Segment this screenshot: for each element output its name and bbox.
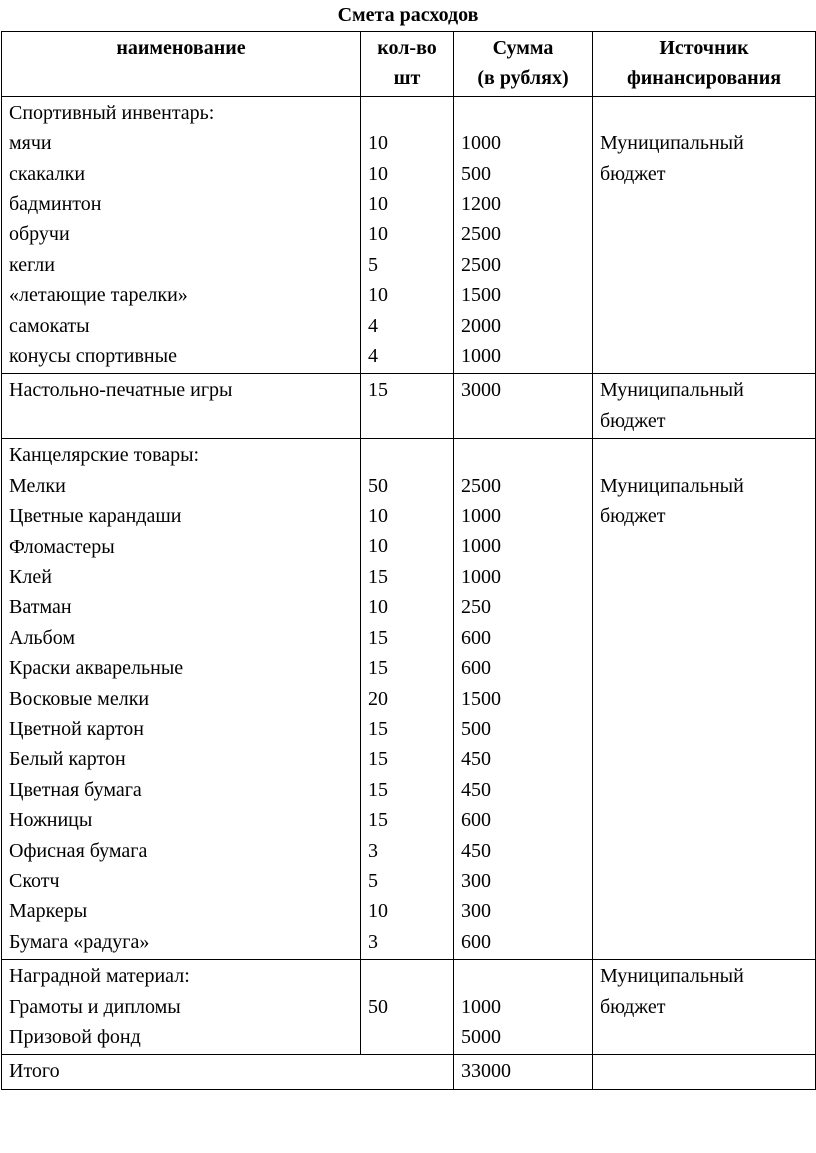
item-name: Мелки <box>9 474 66 497</box>
item-name: кегли <box>9 253 55 276</box>
source-text: бюджет <box>600 162 666 185</box>
group-row <box>2 960 816 1055</box>
group-row <box>2 439 816 960</box>
item-sum: 1200 <box>461 193 501 216</box>
group-sum-cell <box>454 96 593 374</box>
item-qty: 15 <box>368 748 388 771</box>
source-text: бюджет <box>600 995 666 1018</box>
group-qty-cell <box>361 96 454 374</box>
item-sum: 1000 <box>461 565 501 588</box>
item-qty: 10 <box>368 505 388 528</box>
header-source: Источник финансирования <box>593 32 816 97</box>
item-qty: 4 <box>368 314 378 337</box>
item-name: Ватман <box>9 596 72 619</box>
item-sum: 1500 <box>461 284 501 307</box>
item-qty: 10 <box>368 900 388 923</box>
item-name: Призовой фонд <box>9 1026 141 1048</box>
total-sum: 33000 <box>461 1060 511 1083</box>
item-sum: 600 <box>461 657 491 680</box>
budget-table <box>1 31 816 1090</box>
item-sum: 500 <box>461 162 491 185</box>
item-qty: 20 <box>368 687 388 710</box>
group-title: Наградной материал: <box>9 965 190 988</box>
group-row <box>2 96 816 374</box>
source-text: бюджет <box>600 409 666 432</box>
item-name: мячи <box>9 132 52 155</box>
item-name: самокаты <box>9 314 90 337</box>
group-sum-cell <box>454 374 593 439</box>
group-sum-cell <box>454 960 593 1055</box>
total-label-cell <box>2 1055 454 1089</box>
document-title: Смета расходов <box>337 4 479 26</box>
item-qty: 5 <box>368 253 378 276</box>
header-qty: кол-во шт <box>361 32 454 97</box>
group-qty-cell <box>361 439 454 960</box>
item-sum: 1000 <box>461 995 501 1018</box>
item-name: Цветная бумага <box>9 778 142 801</box>
item-sum: 600 <box>461 930 491 953</box>
group-source-cell <box>593 96 816 374</box>
item-qty: 10 <box>368 132 388 155</box>
item-name: Клей <box>9 565 52 588</box>
item-name: Офисная бумага <box>9 839 148 862</box>
item-name: скакалки <box>9 162 86 185</box>
header-name: наименование <box>2 32 361 97</box>
item-sum: 450 <box>461 748 491 771</box>
item-sum: 5000 <box>461 1025 501 1048</box>
item-qty: 15 <box>368 778 388 801</box>
item-qty: 15 <box>368 626 388 649</box>
item-qty: 15 <box>368 809 388 832</box>
group-name-cell <box>2 96 361 374</box>
item-sum: 300 <box>461 900 491 923</box>
item-name: Белый картон <box>9 748 126 771</box>
item-sum: 600 <box>461 809 491 832</box>
item-name: конусы спортивные <box>9 345 177 368</box>
item-name: бадминтон <box>9 193 102 216</box>
item-sum: 500 <box>461 717 491 740</box>
source-text: Муниципальный <box>600 474 744 497</box>
item-name: Грамоты и дипломы <box>9 995 181 1018</box>
item-name: Цветные карандаши <box>9 505 182 528</box>
group-title: Спортивный инвентарь: <box>9 101 215 124</box>
item-sum: 450 <box>461 778 491 801</box>
group-source-cell <box>593 374 816 439</box>
item-sum: 2500 <box>461 253 501 276</box>
item-sum: 1000 <box>461 535 501 558</box>
item-name: Бумага «радуга» <box>9 930 150 953</box>
item-name: Маркеры <box>9 900 88 923</box>
item-name: Краски акварельные <box>9 657 184 680</box>
item-qty: 10 <box>368 223 388 246</box>
item-sum: 300 <box>461 869 491 892</box>
group-sum: 3000 <box>461 379 501 402</box>
group-source-cell <box>593 960 816 1055</box>
item-name: Скотч <box>9 869 60 892</box>
source-text: Муниципальный <box>600 132 744 155</box>
group-name-cell <box>2 374 361 439</box>
item-sum: 250 <box>461 596 491 619</box>
group-source-cell <box>593 439 816 960</box>
item-name: Ножницы <box>9 809 93 832</box>
item-sum: 1500 <box>461 687 501 710</box>
item-qty: 10 <box>368 193 388 216</box>
total-label: Итого <box>9 1060 60 1083</box>
item-sum: 2500 <box>461 223 501 246</box>
item-qty: 15 <box>368 565 388 588</box>
item-qty: 10 <box>368 596 388 619</box>
item-name: «летающие тарелки» <box>9 284 188 307</box>
item-qty: 10 <box>368 284 388 307</box>
total-row <box>2 1055 816 1089</box>
item-sum: 1000 <box>461 505 501 528</box>
group-row <box>2 374 816 439</box>
item-qty: 10 <box>368 162 388 185</box>
item-sum: 2000 <box>461 314 501 337</box>
item-qty: 4 <box>368 345 378 368</box>
item-qty: 10 <box>368 535 388 558</box>
total-sum-cell <box>454 1055 593 1089</box>
group-qty-cell <box>361 960 454 1055</box>
item-qty: 50 <box>368 474 388 497</box>
group-qty-cell <box>361 374 454 439</box>
item-qty: 3 <box>368 839 378 862</box>
group-title: Настольно-печатные игры <box>9 379 233 402</box>
header-row <box>2 32 816 97</box>
item-qty: 50 <box>368 995 388 1018</box>
item-name: Альбом <box>9 626 75 649</box>
item-sum: 2500 <box>461 474 501 497</box>
group-name-cell <box>2 960 361 1055</box>
group-qty: 15 <box>368 379 388 402</box>
item-qty: 15 <box>368 717 388 740</box>
item-name: Фломастеры <box>9 535 115 558</box>
item-name: Цветной картон <box>9 717 144 740</box>
source-text: Муниципальный <box>600 965 744 988</box>
item-name: Восковые мелки <box>9 687 150 710</box>
source-text: Муниципальный <box>600 379 744 402</box>
item-sum: 1000 <box>461 132 501 155</box>
source-text: бюджет <box>600 505 666 528</box>
item-qty: 15 <box>368 657 388 680</box>
group-sum-cell <box>454 439 593 960</box>
item-name: обручи <box>9 223 70 246</box>
item-sum: 450 <box>461 839 491 862</box>
item-sum: 600 <box>461 626 491 649</box>
item-qty: 3 <box>368 930 378 953</box>
group-name-cell <box>2 439 361 960</box>
group-title: Канцелярские товары: <box>9 444 200 467</box>
header-sum: Сумма (в рублях) <box>454 32 593 97</box>
total-source-cell <box>593 1055 816 1089</box>
item-sum: 1000 <box>461 345 501 368</box>
item-qty: 5 <box>368 869 378 892</box>
